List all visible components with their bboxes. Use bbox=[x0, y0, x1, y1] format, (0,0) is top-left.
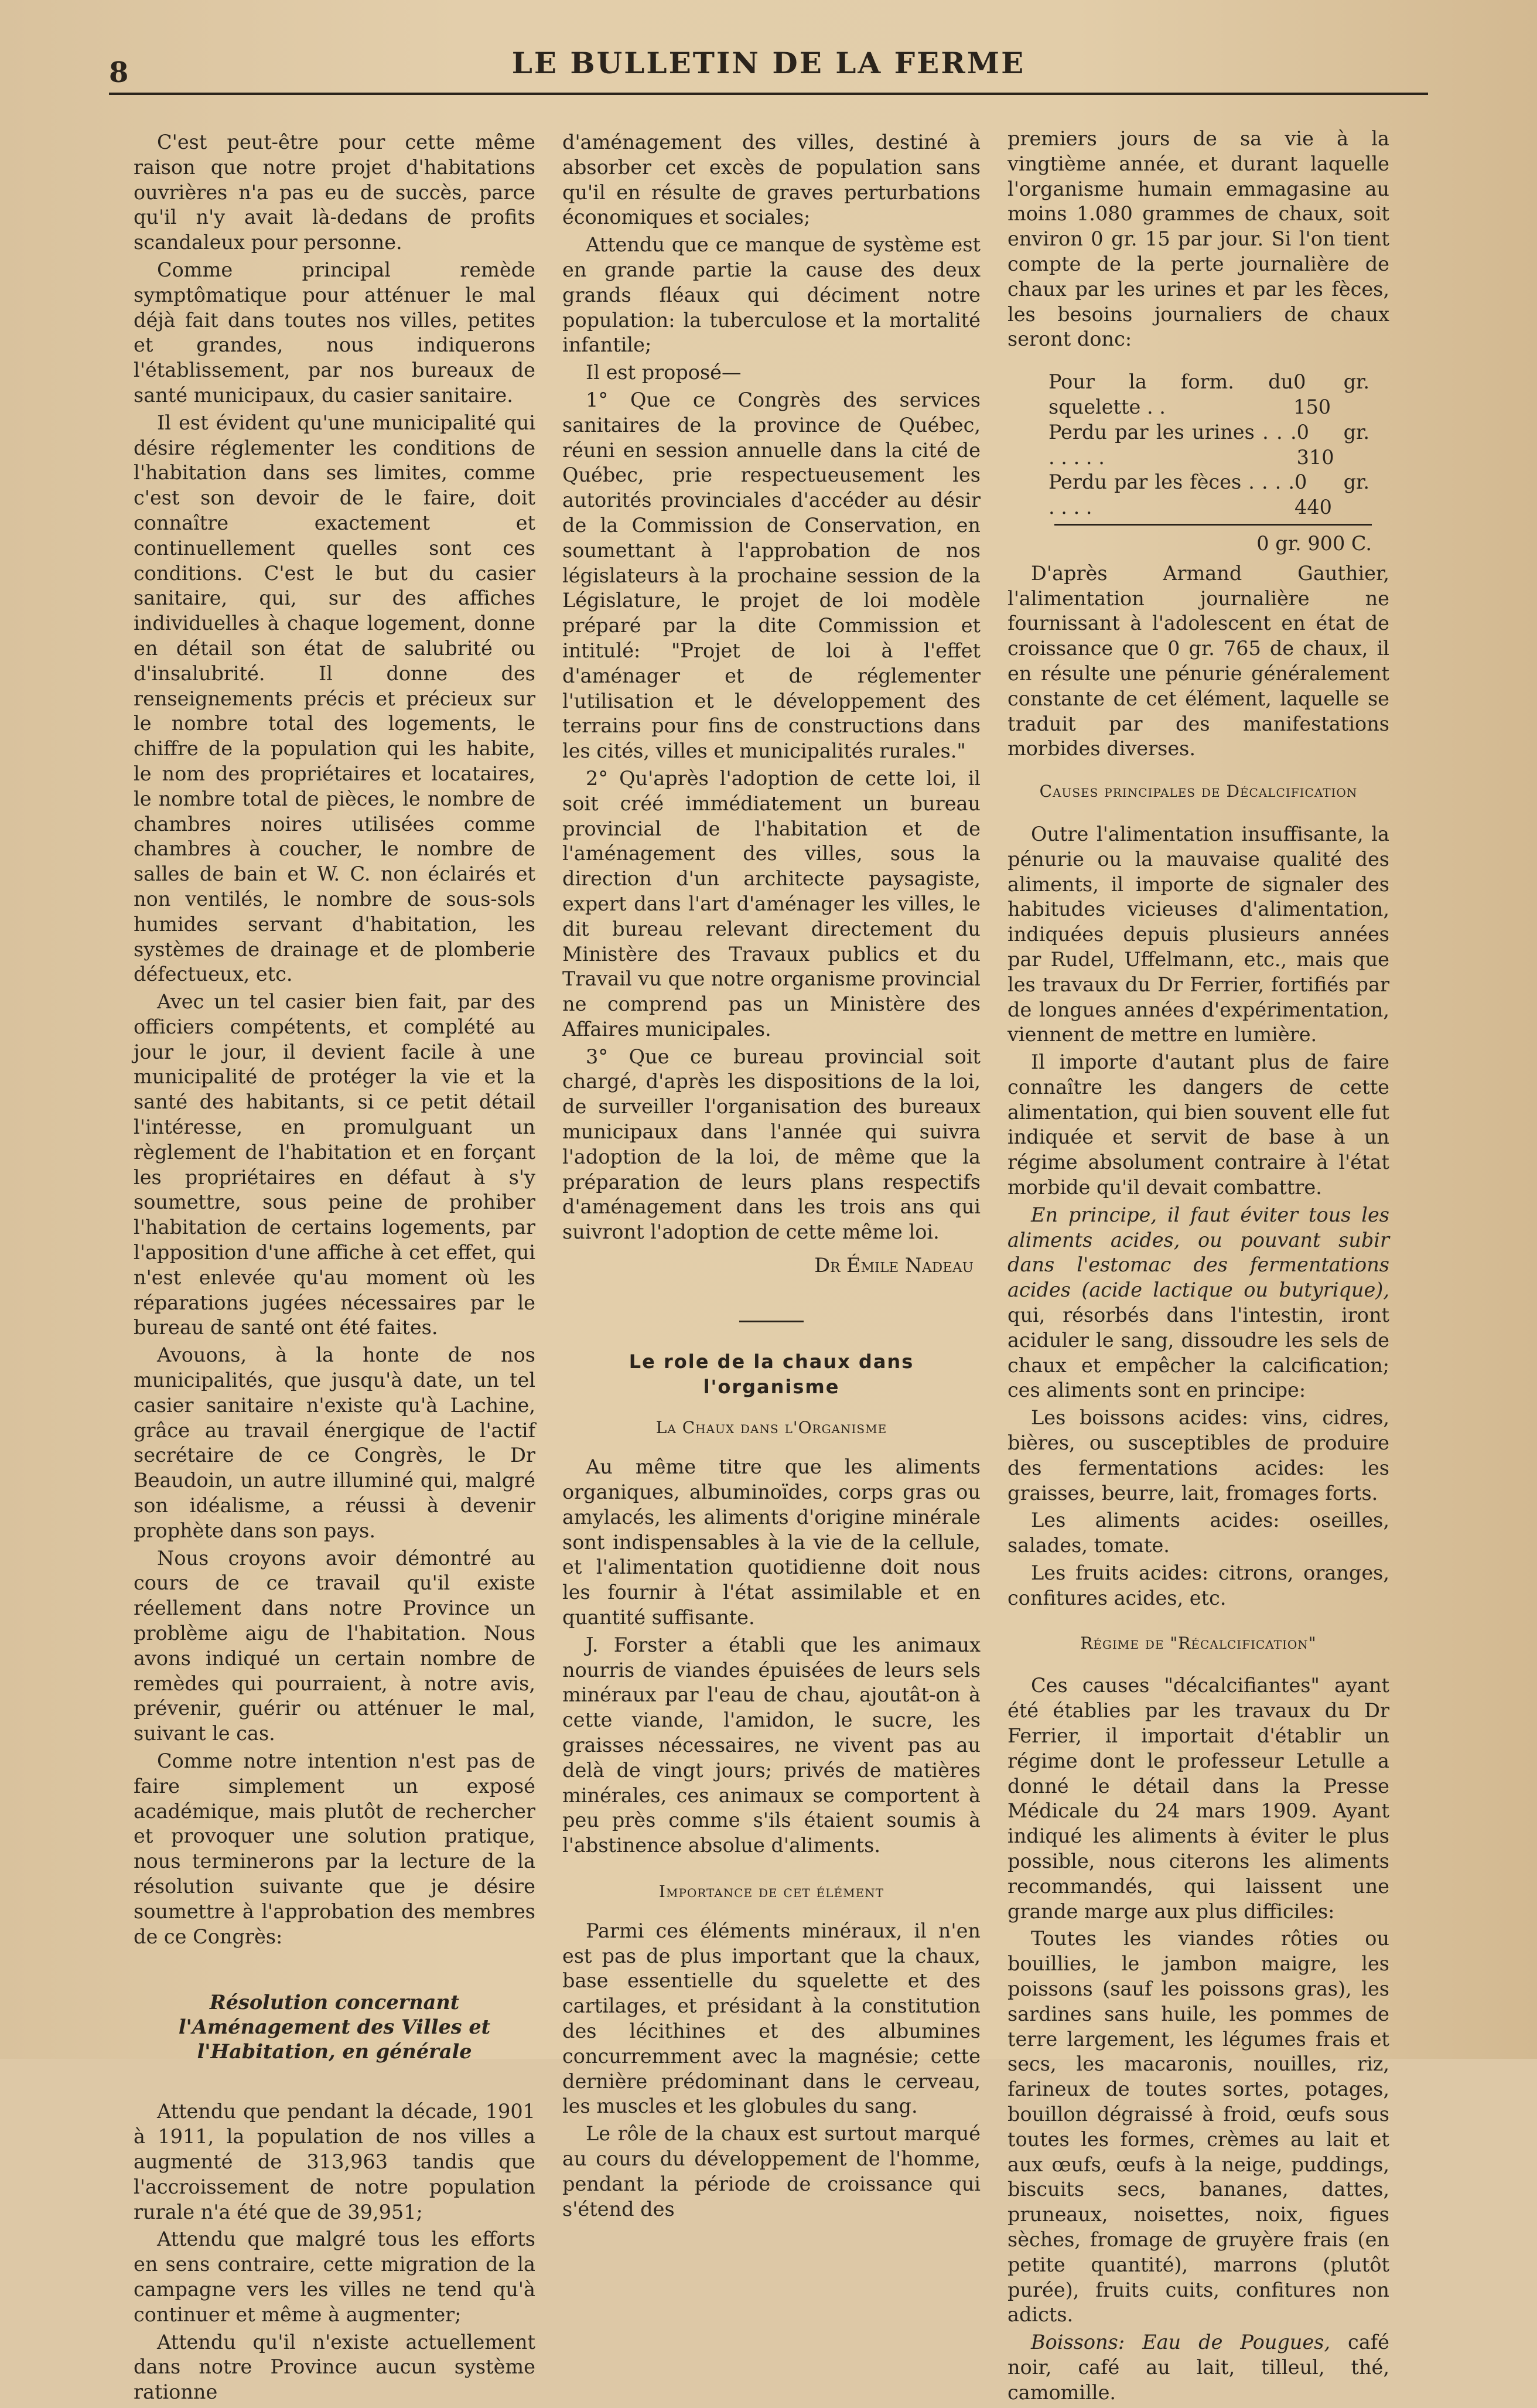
table-total: 0 gr. 900 C. bbox=[1054, 524, 1372, 557]
paragraph: C'est peut-être pour cette même raison que notre projet d'habitations ouvrières n'a pas eu de succès, parce qu'il n'y avait là-dedans de profits scandaleux pour personne. bbox=[134, 131, 535, 254]
paragraph: 2° Qu'après l'adoption de cette loi, il soit créé immédiatement un bureau provincial de l'habitation et de l'aménagement des villes, sous la direction d'un architecte paysagiste, expert dans l'art d'aménager les villes, le dit bureau relevant directement du Ministère des Travaux publics et du Travail vu que notre organisme provincial ne comprend pas un Ministère des Affaires municipales. bbox=[562, 766, 981, 1041]
page-number: 8 bbox=[109, 56, 129, 89]
column-2 bbox=[562, 130, 981, 2224]
table-row bbox=[1048, 370, 1389, 420]
article-title: Le role de la chaux dans l'organisme bbox=[629, 1350, 914, 1398]
paragraph: Avouons, à la honte de nos municipalités, que jusqu'à date, un tel casier sanitaire n'existe qu'à Lachine, grâce au travail énergique de l'actif secrétaire de ce Congrès, le Dr Beaudoin, un autre illuminé qui, malgré son idéalisme, a réussi à devenir prophète dans son pays. bbox=[134, 1343, 535, 1542]
paragraph-text: qui, résorbés dans l'intestin, iront aciduler le sang, dissoudre les sels de chaux et empêcher la calcification; ces aliments sont en principe: bbox=[1007, 1304, 1389, 1402]
paragraph: D'après Armand Gauthier, l'alimentation journalière ne fournissant à l'adolescent en état de croissance que 0 gr. 765 de chaux, il en résulte une pénurie généralement constante de cet élément, laquelle se traduit par des manifestations morbides diverses. bbox=[1007, 561, 1389, 760]
paragraph: Il importe d'autant plus de faire connaître les dangers de cette alimentation, qui bien souvent elle fut indiquée et servit de base à un régime absolument contraire à l'état morbide qu'il devait combattre. bbox=[1007, 1050, 1389, 1199]
resolution-title: Résolution concernant l'Aménagement des Villes et l'Habitation, en générale bbox=[178, 1991, 491, 2063]
paragraph bbox=[1007, 1203, 1389, 1403]
row-value: 0 gr. 310 bbox=[1296, 420, 1369, 469]
paragraph: Nous croyons avoir démontré au cours de ce travail qu'il existe réellement dans notre Province un problème aigu de l'habitation. Nous avons indiqué un certain nombre de remèdes qui pourraient, à notre avis, prévenir, guérir ou atténuer le mal, suivant le cas. bbox=[134, 1546, 535, 1745]
paragraph: Les fruits acides: citrons, oranges, confitures acides, etc. bbox=[1007, 1561, 1389, 1609]
paragraph bbox=[1007, 2330, 1389, 2405]
paragraph: Avec un tel casier bien fait, par des officiers compétents, et complété au jour le jour, il devient facile à une municipalité de protéger la vie et la santé des habitants, si ce petit détail l'intéresse, en promulguant un règlement de l'habitation et en forçant les propriétaires en défaut à s'y soumettre, sous peine de prohiber l'habitation de certains logements, par l'apposition d'une affiche à cet effet, qui n'est enlevée qu'au moment où les réparations jugées nécessaires par le bureau de santé ont été faites. bbox=[134, 990, 535, 1339]
paragraph: Il est proposé— bbox=[586, 361, 742, 384]
author-signature: Dr Émile Nadeau bbox=[814, 1254, 974, 1277]
paragraph: d'aménagement des villes, destiné à absorber cet excès de population sans qu'il en résulte de graves perturbations économiques et sociales; bbox=[562, 131, 981, 229]
row-label: Pour la form. du squelette . . bbox=[1048, 370, 1294, 418]
paragraph: Comme principal remède symptômatique pour atténuer le mal déjà fait dans toutes nos villes, petites et grandes, nous indiquerons l'établissement, par nos bureaux de santé municipaux, du casier sanitaire. bbox=[134, 258, 535, 407]
paragraph: Toutes les viandes rôties ou bouillies, le jambon maigre, les poissons (sauf les poissons gras), les sardines sans huile, les pommes de terre largement, les légumes frais et secs, les macaronis, nouilles, riz, farineux de toutes sortes, potages, bouillon dégraissé à froid, œufs sous toutes les formes, crèmes au lait et aux œufs, œufs à la neige, puddings, biscuits secs, bananes, dattes, pruneaux, noisettes, noix, figues sèches, fromage de gruyère frais (en petite quantité), marrons (plutôt purée), fruits cuits, confitures non adicts. bbox=[1007, 1927, 1389, 2327]
paragraph: Il est évident qu'une municipalité qui désire réglementer les conditions de l'habitation dans ses limites, comme c'est son devoir de le faire, doit connaître exactement et continuellement quelles sont ces conditions. C'est le but du casier sanitaire, qui, sur des affiches individuelles à chaque logement, donne en détail son état de salubrité ou d'insalubrité. Il donne des renseignements précis et précieux sur le nombre total des logements, le chiffre de la population qui les habite, le nom des propriétaires et locataires, le nombre total de pièces, le nombre de chambres noires utilisées comme chambres à coucher, le nombre de salles de bain et W. C. non éclairés et non ventilés, le nombre de sous-sols humides servant d'habitation, les systèmes de drainage et de plomberie défectueux, etc. bbox=[134, 411, 535, 986]
paragraph: Outre l'alimentation insuffisante, la pénurie ou la mauvaise qualité des aliments, il importe de signaler des habitudes vicieuses d'alimentation, indiquées depuis plusieurs années par Rudel, Uffelmann, etc., mais que les travaux du Dr Ferrier, fortifiés par de longues années d'expérimentation, viennent de mettre en lumière. bbox=[1007, 822, 1389, 1046]
column-3 bbox=[1007, 127, 1389, 2408]
paragraph: 1° Que ce Congrès des services sanitaires de la province de Québec, réuni en session annuelle dans la cité de Québec, prie respectueusement les autorités provinciales d'accéder au désir de la Commission de Conservation, en soumettant à l'approbation de nos législateurs à la prochaine session de la Législature, le projet de loi modèle préparé par la dite Commission et intitulé: "Projet de loi à l'effet d'aménager et de réglementer l'utilisation et le développement des terrains pour fins de constructions dans les cités, villes et municipalités rurales." bbox=[562, 388, 981, 763]
paragraph: Parmi ces éléments minéraux, il n'en est pas de plus important que la chaux, base essentielle du squelette et des cartilages, et présidant à la constitution des lécithines et des albumines concurremment avec la magnésie; cette dernière prédominant dans le cerveau, les muscles et les globules du sang. bbox=[562, 1919, 981, 2118]
paragraph: Attendu que pendant la décade, 1901 à 1911, la population de nos villes a augmenté de 313,963 tandis que l'accroissement de notre population rurale n'a été que de 39,951; bbox=[134, 2100, 535, 2223]
paragraph: Ces causes "décalcifiantes" ayant été établies par les travaux du Dr Ferrier, il importait d'établir un régime dont le professeur Letulle a donné le détail dans la Presse Médicale du 24 mars 1909. Ayant indiqué les aliments à éviter le plus possible, nous citerons les aliments recommandés, qui laissent une grande marge aux plus difficiles: bbox=[1007, 1674, 1389, 1923]
section-divider bbox=[739, 1321, 804, 1322]
row-value: 0 gr. 150 bbox=[1293, 370, 1369, 418]
paragraph: J. Forster a établi que les animaux nourris de viandes épuisées de leurs sels minéraux par l'eau de chau, ajoutât-on à cette viande, l'amidon, le sucre, les graisses nécessaires, ne vivent pas au delà de vingt jours; privés de matières minérales, ces animaux se comportent à peu près comme s'ils étaient soumis à l'abstinence absolue d'aliments. bbox=[562, 1633, 981, 1857]
row-label: Perdu par les urines . . . . . . . . bbox=[1048, 420, 1297, 469]
subheading: Causes principales de Décalcification bbox=[1039, 782, 1358, 801]
row-label: Perdu par les fèces . . . . . . . . bbox=[1048, 470, 1295, 519]
paragraph: Les boissons acides: vins, cidres, bières, ou susceptibles de produire des fermentations acides: les graisses, beurre, lait, fromages forts. bbox=[1007, 1406, 1389, 1505]
table-row bbox=[1048, 470, 1389, 520]
paragraph: premiers jours de sa vie à la vingtième année, et durant laquelle l'organisme humain emmagasine au moins 1.080 grammes de chaux, soit environ 0 gr. 15 par jour. Si l'on tient compte de la perte journalière de chaux par les urines et par les fèces, les besoins journaliers de chaux seront donc: bbox=[1007, 127, 1389, 351]
italic-text: Boissons: Eau de Pougues, bbox=[1031, 2331, 1331, 2354]
paragraph: Attendu que ce manque de système est en grande partie la cause des deux grands fléaux qui déciment notre population: la tuberculose et la mortalité infantile; bbox=[562, 233, 981, 357]
paragraph: Comme notre intention n'est pas de faire simplement un exposé académique, mais plutôt de rechercher et provoquer une solution pratique, nous terminerons par la lecture de la résolution suivante que je désire soumettre à l'approbation des membres de ce Congrès: bbox=[134, 1749, 535, 1948]
paragraph: Attendu que malgré tous les efforts en sens contraire, cette migration de la campagne vers les villes ne tend qu'à continuer et même à augmenter; bbox=[134, 2228, 535, 2326]
paragraph: Attendu qu'il n'existe actuellement dans notre Province aucun système rationne bbox=[134, 2330, 535, 2404]
calcium-table bbox=[1048, 370, 1389, 520]
row-value: 0 gr. 440 bbox=[1295, 470, 1369, 519]
paragraph: Au même titre que les aliments organiques, albuminoïdes, corps gras ou amylacés, les aliments d'origine minérale sont indispensables à la vie de la cellule, et l'alimentation quotidienne doit nous les fournir à l'état assimilable et en quantité suffisante. bbox=[562, 1455, 981, 1629]
paragraph: Le rôle de la chaux est surtout marqué au cours du développement de l'homme, pendant la période de croissance qui s'étend des bbox=[562, 2122, 981, 2221]
italic-text: En principe, il faut éviter tous les aliments acides, ou pouvant subir dans l'estomac des fermentations acides (acide lactique ou butyrique), bbox=[1007, 1203, 1389, 1302]
subheading: Régime de "Récalcification" bbox=[1080, 1633, 1317, 1653]
paragraph: Les aliments acides: oseilles, salades, tomate. bbox=[1007, 1509, 1389, 1557]
subheading: Importance de cet élément bbox=[658, 1882, 884, 1901]
header-rule bbox=[109, 93, 1428, 95]
table-row bbox=[1048, 420, 1389, 470]
column-1 bbox=[134, 130, 535, 2407]
subheading: La Chaux dans l'Organisme bbox=[655, 1418, 887, 1438]
newspaper-title: LE BULLETIN DE LA FERME bbox=[511, 46, 1026, 80]
paragraph: 3° Que ce bureau provincial soit chargé, d'après les dispositions de la loi, de surveiller l'organisation des bureaux municipaux dans l'année qui suivra l'adoption de la loi, de même que la préparation de leurs plans respectifs d'aménagement dans les trois ans qui suivront l'adoption de cette même loi. bbox=[562, 1045, 981, 1244]
paragraph-text: café noir, café au lait, tilleul, thé, camomille. bbox=[1007, 2331, 1390, 2404]
